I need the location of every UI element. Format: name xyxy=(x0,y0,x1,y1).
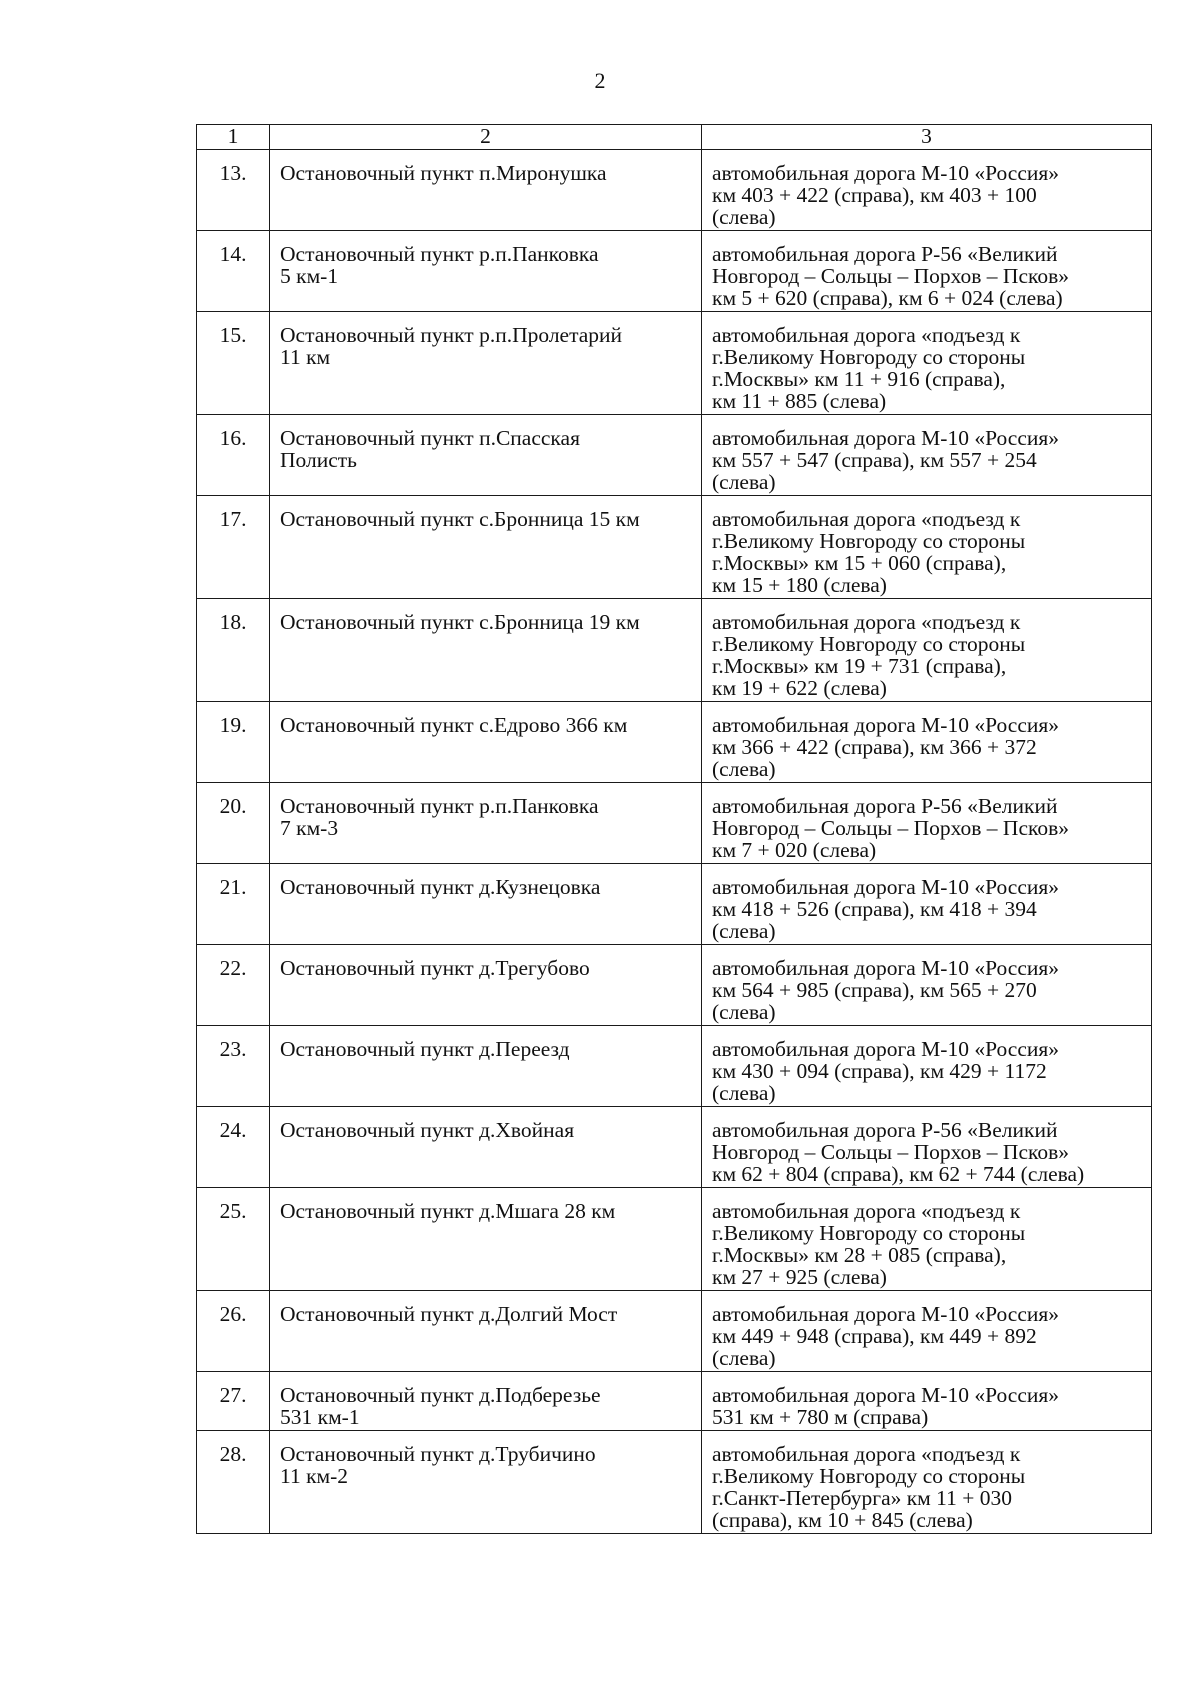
stop-name-line: Остановочный пункт д.Мшага 28 км xyxy=(280,1199,616,1223)
location-line: (слева) xyxy=(712,1346,776,1370)
location-cell xyxy=(702,945,1152,1026)
location-line: автомобильная дорога М-10 «Россия» xyxy=(712,875,1060,899)
location-line: г.Великому Новгороду со стороны xyxy=(712,345,1026,369)
location-cell xyxy=(702,415,1152,496)
location-line: автомобильная дорога Р-56 «Великий xyxy=(712,1118,1058,1142)
row-number-cell: 26. xyxy=(197,1291,270,1372)
stop-name-cell xyxy=(270,599,702,702)
location-cell xyxy=(702,312,1152,415)
row-number-cell: 24. xyxy=(197,1107,270,1188)
stop-name-line: Остановочный пункт р.п.Пролетарий xyxy=(280,323,623,347)
location-line: автомобильная дорога М-10 «Россия» xyxy=(712,1383,1060,1407)
location-line: км 430 + 094 (справа), км 429 + 1172 xyxy=(712,1059,1047,1083)
table-row xyxy=(197,1431,1152,1534)
stop-name-cell xyxy=(270,415,702,496)
location-cell xyxy=(702,1188,1152,1291)
table-row xyxy=(197,1107,1152,1188)
table-row xyxy=(197,496,1152,599)
table-row xyxy=(197,945,1152,1026)
location-line: км 449 + 948 (справа), км 449 + 892 xyxy=(712,1324,1037,1348)
stop-name-line: Остановочный пункт д.Переезд xyxy=(280,1037,570,1061)
table-row xyxy=(197,1291,1152,1372)
stop-name-line: 11 км-2 xyxy=(280,1464,349,1488)
stop-name-line: Остановочный пункт с.Бронница 19 км xyxy=(280,610,640,634)
stop-name-line: Остановочный пункт п.Миронушка xyxy=(280,161,607,185)
table-row xyxy=(197,702,1152,783)
table-row xyxy=(197,1188,1152,1291)
table-row xyxy=(197,864,1152,945)
location-line: г.Великому Новгороду со стороны xyxy=(712,632,1026,656)
row-number-cell: 17. xyxy=(197,496,270,599)
stop-name-line: 7 км-3 xyxy=(280,816,339,840)
stop-name-cell xyxy=(270,702,702,783)
row-number-cell: 19. xyxy=(197,702,270,783)
row-number-cell: 15. xyxy=(197,312,270,415)
location-line: г.Москвы» км 28 + 085 (справа), xyxy=(712,1243,1007,1267)
location-cell xyxy=(702,783,1152,864)
location-line: автомобильная дорога «подъезд к xyxy=(712,610,1021,634)
stop-name-line: Остановочный пункт д.Кузнецовка xyxy=(280,875,601,899)
stop-name-line: Остановочный пункт д.Трегубово xyxy=(280,956,590,980)
location-line: Новгород – Сольцы – Порхов – Псков» xyxy=(712,264,1070,288)
stop-name-line: Остановочный пункт д.Подберезье xyxy=(280,1383,601,1407)
stop-name-line: Остановочный пункт с.Едрово 366 км xyxy=(280,713,628,737)
location-line: км 366 + 422 (справа), км 366 + 372 xyxy=(712,735,1037,759)
location-cell xyxy=(702,1372,1152,1431)
stop-name-line: Остановочный пункт р.п.Панковка xyxy=(280,794,599,818)
location-line: км 557 + 547 (справа), км 557 + 254 xyxy=(712,448,1037,472)
location-line: автомобильная дорога М-10 «Россия» xyxy=(712,1302,1060,1326)
stop-name-cell xyxy=(270,945,702,1026)
table-row xyxy=(197,150,1152,231)
location-line: автомобильная дорога «подъезд к xyxy=(712,1442,1021,1466)
table-header-row xyxy=(197,125,1152,150)
stop-name-cell xyxy=(270,231,702,312)
stop-name-cell xyxy=(270,864,702,945)
bus-stops-table xyxy=(196,124,1152,1534)
location-line: Новгород – Сольцы – Порхов – Псков» xyxy=(712,816,1070,840)
location-line: г.Санкт-Петербурга» км 11 + 030 xyxy=(712,1486,1012,1510)
stop-name-line: 5 км-1 xyxy=(280,264,339,288)
location-line: км 11 + 885 (слева) xyxy=(712,389,887,413)
row-number-cell: 25. xyxy=(197,1188,270,1291)
stop-name-line: Остановочный пункт п.Спасская xyxy=(280,426,580,450)
stop-name-cell xyxy=(270,1107,702,1188)
row-number-cell: 27. xyxy=(197,1372,270,1431)
location-line: автомобильная дорога «подъезд к xyxy=(712,507,1021,531)
location-cell xyxy=(702,864,1152,945)
location-line: км 418 + 526 (справа), км 418 + 394 xyxy=(712,897,1037,921)
stop-name-cell xyxy=(270,1372,702,1431)
location-line: (слева) xyxy=(712,1081,776,1105)
location-cell xyxy=(702,599,1152,702)
row-number-cell: 16. xyxy=(197,415,270,496)
row-number-cell: 20. xyxy=(197,783,270,864)
column-header-2: 2 xyxy=(270,125,702,150)
location-line: км 5 + 620 (справа), км 6 + 024 (слева) xyxy=(712,286,1063,310)
location-cell xyxy=(702,496,1152,599)
stop-name-line: Остановочный пункт д.Долгий Мост xyxy=(280,1302,618,1326)
location-line: км 15 + 180 (слева) xyxy=(712,573,887,597)
location-cell xyxy=(702,702,1152,783)
table-row xyxy=(197,231,1152,312)
location-line: км 7 + 020 (слева) xyxy=(712,838,877,862)
stop-name-line: 11 км xyxy=(280,345,331,369)
location-line: автомобильная дорога М-10 «Россия» xyxy=(712,426,1060,450)
stop-name-cell xyxy=(270,1431,702,1534)
table-row xyxy=(197,312,1152,415)
table-row xyxy=(197,1026,1152,1107)
location-cell xyxy=(702,231,1152,312)
row-number-cell: 22. xyxy=(197,945,270,1026)
table-row xyxy=(197,1372,1152,1431)
stop-name-cell xyxy=(270,1291,702,1372)
location-line: (справа), км 10 + 845 (слева) xyxy=(712,1508,973,1532)
stop-name-cell xyxy=(270,312,702,415)
location-line: г.Великому Новгороду со стороны xyxy=(712,1464,1026,1488)
location-cell xyxy=(702,150,1152,231)
row-number-cell: 13. xyxy=(197,150,270,231)
location-line: г.Москвы» км 11 + 916 (справа), xyxy=(712,367,1006,391)
location-cell xyxy=(702,1291,1152,1372)
row-number-cell: 18. xyxy=(197,599,270,702)
table-row xyxy=(197,599,1152,702)
location-cell xyxy=(702,1431,1152,1534)
stop-name-line: Остановочный пункт р.п.Панковка xyxy=(280,242,599,266)
location-line: (слева) xyxy=(712,919,776,943)
stop-name-cell xyxy=(270,150,702,231)
location-line: км 564 + 985 (справа), км 565 + 270 xyxy=(712,978,1037,1002)
location-line: (слева) xyxy=(712,205,776,229)
location-line: (слева) xyxy=(712,757,776,781)
location-line: г.Великому Новгороду со стороны xyxy=(712,529,1026,553)
location-line: автомобильная дорога «подъезд к xyxy=(712,1199,1021,1223)
location-line: автомобильная дорога Р-56 «Великий xyxy=(712,242,1058,266)
location-line: автомобильная дорога М-10 «Россия» xyxy=(712,161,1060,185)
location-line: (слева) xyxy=(712,1000,776,1024)
location-line: г.Великому Новгороду со стороны xyxy=(712,1221,1026,1245)
row-number-cell: 14. xyxy=(197,231,270,312)
stop-name-line: Остановочный пункт с.Бронница 15 км xyxy=(280,507,640,531)
location-line: г.Москвы» км 19 + 731 (справа), xyxy=(712,654,1007,678)
stop-name-line: 531 км-1 xyxy=(280,1405,360,1429)
row-number-cell: 23. xyxy=(197,1026,270,1107)
location-line: Новгород – Сольцы – Порхов – Псков» xyxy=(712,1140,1070,1164)
row-number-cell: 21. xyxy=(197,864,270,945)
stop-name-cell xyxy=(270,496,702,599)
page-number: 2 xyxy=(594,68,606,93)
stop-name-cell xyxy=(270,783,702,864)
location-cell xyxy=(702,1026,1152,1107)
location-line: км 62 + 804 (справа), км 62 + 744 (слева) xyxy=(712,1162,1085,1186)
location-line: г.Москвы» км 15 + 060 (справа), xyxy=(712,551,1007,575)
location-line: (слева) xyxy=(712,470,776,494)
location-line: км 27 + 925 (слева) xyxy=(712,1265,887,1289)
stop-name-line: Остановочный пункт д.Хвойная xyxy=(280,1118,575,1142)
location-line: км 19 + 622 (слева) xyxy=(712,676,887,700)
table-row xyxy=(197,415,1152,496)
location-line: автомобильная дорога Р-56 «Великий xyxy=(712,794,1058,818)
table-row xyxy=(197,783,1152,864)
stop-name-line: Полисть xyxy=(280,448,357,472)
column-header-3: 3 xyxy=(702,125,1152,150)
location-line: автомобильная дорога «подъезд к xyxy=(712,323,1021,347)
stop-name-cell xyxy=(270,1026,702,1107)
location-line: автомобильная дорога М-10 «Россия» xyxy=(712,956,1060,980)
location-cell xyxy=(702,1107,1152,1188)
row-number-cell: 28. xyxy=(197,1431,270,1534)
location-line: км 403 + 422 (справа), км 403 + 100 xyxy=(712,183,1037,207)
location-line: автомобильная дорога М-10 «Россия» xyxy=(712,713,1060,737)
location-line: автомобильная дорога М-10 «Россия» xyxy=(712,1037,1060,1061)
stop-name-cell xyxy=(270,1188,702,1291)
stop-name-line: Остановочный пункт д.Трубичино xyxy=(280,1442,596,1466)
column-header-1: 1 xyxy=(197,125,270,150)
location-line: 531 км + 780 м (справа) xyxy=(712,1405,929,1429)
